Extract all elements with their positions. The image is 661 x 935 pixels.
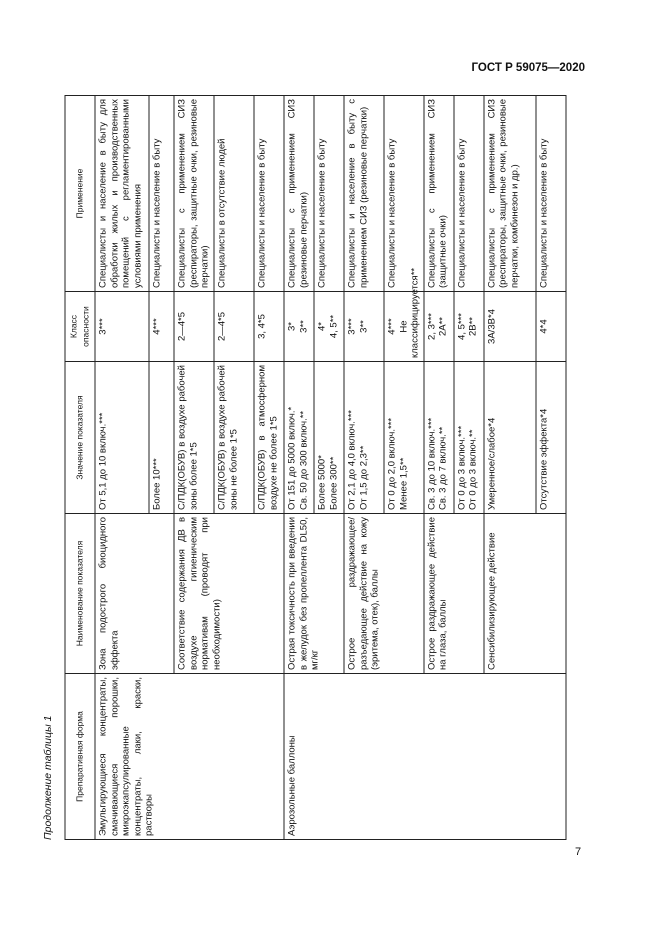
indicator-cell: Острое раздражающее действие на глаза, баллы — [423, 514, 483, 674]
application-cell: Специалисты и население в быту — [384, 96, 424, 292]
value-cell: С/ПДК(ОБУВ) в воздухе рабочей зоны не более 1*5 — [214, 362, 254, 514]
application-cell: Специалисты и население в быту — [314, 96, 344, 292]
application-cell: Специалисты с применением СИЗ (резиновые перчатки) — [284, 96, 314, 292]
table-caption: Продолжение таблицы 1 — [42, 715, 54, 840]
class-line: 4*** — [386, 318, 397, 335]
class-line: 3** — [357, 320, 369, 333]
class-cell: 4*** — [149, 292, 174, 362]
class-cell — [423, 292, 453, 362]
class-cell: 2—4*5 — [214, 292, 254, 362]
class-cell — [344, 292, 384, 362]
table-row — [284, 96, 314, 840]
column-header: Наименование показателя — [65, 514, 95, 674]
indicator-cell: Сенсибилизирующее действие — [483, 514, 565, 674]
value-cell — [314, 362, 344, 514]
value-line: От 2,1 до 4,0 включ.*** — [346, 410, 357, 510]
value-cell: Отсутствие эффекта*4 — [535, 362, 565, 514]
class-cell — [314, 292, 344, 362]
class-cell: 3A/3B*4 — [483, 292, 535, 362]
value-cell: От 5,1 до 10 включ.*** — [95, 362, 149, 514]
class-cell: 2—4*5 — [174, 292, 214, 362]
page-number: 7 — [575, 846, 582, 858]
form-cell: Эмульгирующиеся концентраты, смачивающиеся порошки, микроэкапсулированные концентраты, лаки, краски, растворы — [95, 674, 284, 840]
value-line: Менее 1,5** — [397, 457, 409, 510]
column-header: Применение — [65, 96, 95, 292]
value-line: Более 5000* — [316, 455, 327, 510]
value-cell: С/ПДК(ОБУВ) в атмосферном воздухе не более 1*5 — [254, 362, 284, 514]
application-cell: Специалисты и население в быту — [149, 96, 174, 292]
application-cell: Специалисты и население в быту — [453, 96, 483, 292]
standard-code: ГОСТ Р 59075—2020 — [471, 62, 585, 74]
value-line: Св. 3 до 10 включ.*** — [425, 417, 437, 510]
class-cell: 4*4 — [535, 292, 565, 362]
value-line: От 1,5 до 2,3** — [357, 445, 369, 510]
column-header: Значение показателя — [65, 362, 95, 514]
caption-container — [34, 96, 64, 840]
indicator-cell: Соответствие содержания ДВ в воздухе гигиеническим нормативам (проводят при необходимости) — [174, 514, 284, 674]
indicator-cell: Острая токсичность при введении в желудок без пропеллента DL50, мг/кг — [284, 514, 344, 674]
application-cell: Специалисты и население в быту для обработки жилых и производственных помещений с регламентированными условиями применения — [95, 96, 149, 292]
application-cell: Специалисты в отсутствие людей — [214, 96, 254, 292]
application-cell: Специалисты и население в быту — [535, 96, 565, 292]
table-row — [95, 96, 149, 840]
application-cell: Специалисты с применением СИЗ (защитные очки) — [423, 96, 453, 292]
value-line: От 151 до 5000 включ.* — [286, 406, 297, 510]
class-cell — [453, 292, 483, 362]
class-cell: 3*** — [95, 292, 149, 362]
value-line: Более 300** — [327, 456, 339, 510]
form-cell: Аэрозольные баллоны — [284, 674, 566, 840]
value-line: Св. 3 до 7 включ.** — [437, 426, 448, 510]
value-cell — [284, 362, 314, 514]
application-cell: Специалисты с применением СИЗ (респираторы, защитные очки, резиновые перчатки) — [174, 96, 214, 292]
value-cell: Более 10*** — [149, 362, 174, 514]
class-line: 4, 5** — [327, 314, 339, 339]
class-line: 3*** — [346, 318, 357, 335]
column-header: Класс опасности — [65, 292, 95, 362]
value-line: От 0 до 3 включ.*** — [455, 425, 467, 510]
column-header: Препаративная форма — [65, 674, 95, 840]
value-cell: С/ПДК(ОБУВ) в воздухе рабочей зоны более 1*5 — [174, 362, 214, 514]
application-cell: Специалисты с применением СИЗ (респираторы, защитные очки, резиновые перчатки, комбинезон и др.) — [483, 96, 535, 292]
class-line: 3* — [286, 322, 297, 331]
value-line: От 0 до 3 включ.** — [467, 429, 478, 510]
value-cell — [384, 362, 424, 514]
value-cell — [453, 362, 483, 514]
class-line: 2A** — [437, 317, 448, 337]
value-cell: Умеренное/слабое*4 — [483, 362, 535, 514]
application-cell: Специалисты и население в быту с применением СИЗ (резиновые перчатки) — [344, 96, 384, 292]
class-line: 4* — [316, 322, 327, 331]
class-cell — [284, 292, 314, 362]
class-line: 4, 5*** — [455, 313, 467, 340]
class-line: 2B** — [467, 317, 478, 337]
data-table — [64, 95, 566, 840]
value-cell — [344, 362, 384, 514]
value-cell — [423, 362, 453, 514]
class-cell: 3, 4*5 — [254, 292, 284, 362]
table-container — [64, 96, 583, 840]
value-line: Св. 50 до 300 включ.** — [297, 410, 309, 510]
class-line: Не классифицируется** — [397, 267, 420, 358]
class-line: 2, 3*** — [425, 313, 437, 340]
class-line: 3** — [297, 320, 309, 333]
application-cell: Специалисты и население в быту — [254, 96, 284, 292]
class-cell — [384, 267, 424, 362]
value-line: От 0 до 2,0 включ.*** — [386, 417, 397, 510]
indicator-cell: Острое раздражающее/ разъедающее действие на кожу (эритема, отек), баллы — [344, 514, 424, 674]
indicator-cell: Зона подострого биоцидного эффекта — [95, 514, 174, 674]
table-header-row — [65, 96, 95, 840]
